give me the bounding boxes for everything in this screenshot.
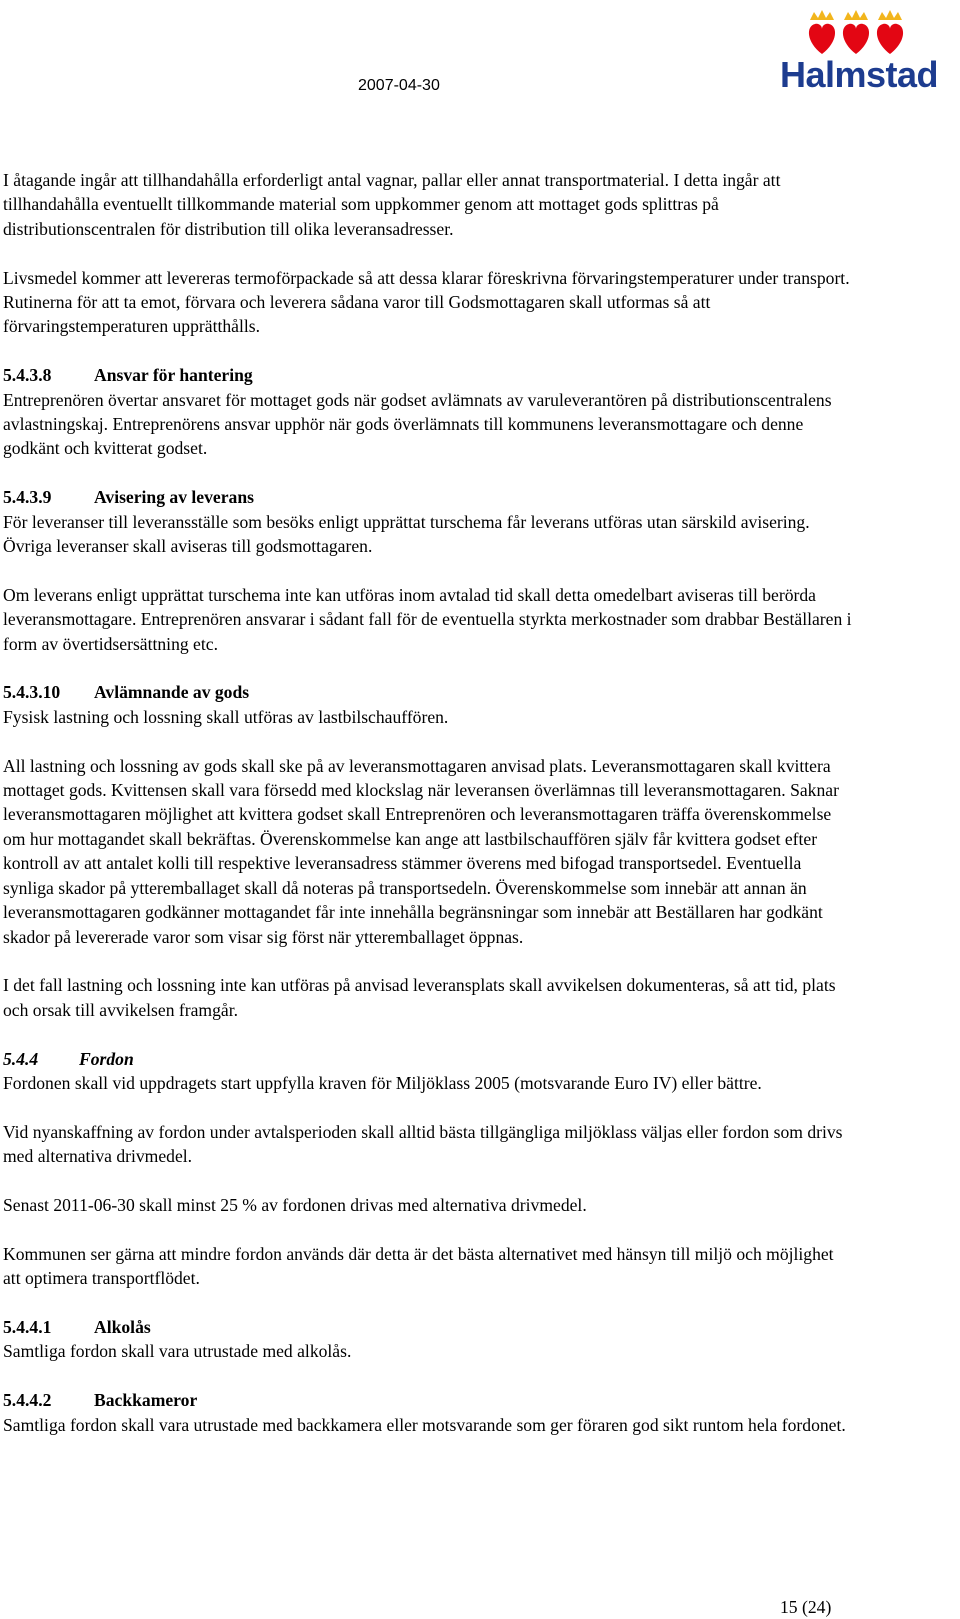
paragraph: Livsmedel kommer att levereras termoförpackade så att dessa klarar föreskrivna förvaringstemperaturer under transport. Rutinerna för att ta emot, förvara och leverera sådana varor till Godsmottagaren skall utformas så att förvaringstemperaturen upprätthålls. [3, 267, 850, 337]
paragraph: All lastning och lossning av gods skall ske på av leveransmottagaren anvisad plats. Leveransmottagaren skall kvittera mottaget gods. Kvittensen skall vara försedd med klockslag när leveransen överlämnas till leveransmottagaren. Saknar leveransmottagaren möjlighet att kvittera godset skall Entreprenören och leveransmottagaren träffa överenskommelse om hur mottagandet skall bekräftas. Överenskommelse kan ange att lastbilschauffören själv får kvittera godset efter kontroll av att antalet kolli till respektive leveransadress stämmer överens med bifogad transportsedel. Eventuella synliga skador på ytteremballaget skall då noteras på transportsedeln. Överenskommelse som innebär att annan än leveransmottagaren godkänner mottagandet får inte innehålla begränsningar som innebär att Beställaren har godkänt skador på levererade varor som visar sig först när ytteremballaget öppnas. [3, 755, 839, 947]
section-number: 5.4.4.2 [3, 1390, 52, 1411]
heart-icon [809, 24, 835, 54]
section-heading [3, 363, 853, 387]
document-body [3, 168, 853, 1437]
section-number: 5.4.3.8 [3, 365, 52, 386]
section-title: Alkolås [94, 1316, 151, 1337]
paragraph: Fordonen skall vid uppdragets start uppfylla kraven för Miljöklass 2005 (motsvarande Euro IV) eller bättre. [3, 1072, 762, 1093]
paragraph: För leveranser till leveransställe som besöks enligt upprättat turschema får leverans utföras utan särskild avisering. Övriga leveranser skall aviseras till godsmottagaren. [3, 511, 810, 557]
paragraph: Om leverans enligt upprättat turschema inte kan utföras inom avtalad tid skall detta omedelbart aviseras till berörda leveransmottagare. Entreprenören ansvarar i sådant fall för de eventuella styrkta merkostnader som drabbar Beställaren i form av övertidsersättning etc. [3, 584, 852, 654]
section-heading [3, 1315, 853, 1339]
section-heading [3, 1047, 853, 1071]
paragraph: Samtliga fordon skall vara utrustade med alkolås. [3, 1341, 352, 1362]
section-heading [3, 485, 853, 509]
paragraph: Entreprenören övertar ansvaret för mottaget gods när godset avlämnats av varuleverantören på distributionscentralens avlastningskaj. Entreprenörens ansvar upphör när gods överlämnats till kommunens leveransmottagare och denne godkänt och kvitterat godset. [3, 389, 832, 459]
section-number: 5.4.3.10 [3, 682, 61, 703]
section-number: 5.4.4.1 [3, 1316, 52, 1337]
section-title: Backkameror [94, 1390, 198, 1411]
page-number: 15 (24) [780, 1597, 832, 1617]
paragraph: Samtliga fordon skall vara utrustade med backkamera eller motsvarande som ger föraren god sikt runtom hela fordonet. [3, 1414, 846, 1435]
section-number: 5.4.4 [3, 1048, 39, 1069]
paragraph: I åtagande ingår att tillhandahålla erforderligt antal vagnar, pallar eller annat transportmaterial. I detta ingår att tillhandahålla eventuellt tillkommande material som uppkommer genom att mottaget gods splittras på distributionscentralen för distribution till olika leveransadresser. [3, 170, 781, 239]
paragraph: Vid nyanskaffning av fordon under avtalsperioden skall alltid bästa tillgängliga miljöklass väljas eller fordon som drivs med alternativa drivmedel. [3, 1121, 843, 1167]
paragraph: Kommunen ser gärna att mindre fordon används där detta är det bästa alternativet med hänsyn till miljö och möjlighet att optimera transportflödet. [3, 1243, 834, 1289]
halmstad-logo [766, 8, 952, 94]
crown-icon [878, 10, 902, 20]
section-title: Fordon [79, 1048, 134, 1069]
heart-icon [843, 24, 869, 54]
paragraph: I det fall lastning och lossning inte kan utföras på anvisad leveransplats skall avvikelsen dokumenteras, så att tid, plats och orsak till avvikelsen framgår. [3, 975, 836, 1020]
section-number: 5.4.3.9 [3, 487, 52, 508]
paragraph: Senast 2011-06-30 skall minst 25 % av fordonen drivas med alternativa drivmedel. [3, 1194, 587, 1215]
logo-wordmark: Halmstad [779, 54, 939, 95]
crown-icon [810, 10, 834, 20]
section-title: Avlämnande av gods [94, 682, 250, 703]
crown-icon [844, 10, 868, 20]
document-date: 2007-04-30 [358, 77, 440, 94]
section-title: Avisering av leverans [94, 487, 254, 508]
crowned-hearts-emblem [766, 8, 952, 58]
heart-icon [877, 24, 903, 54]
paragraph: Fysisk lastning och lossning skall utföras av lastbilschauffören. [3, 706, 449, 727]
section-title: Ansvar för hantering [94, 365, 253, 386]
section-heading [3, 680, 853, 704]
section-heading [3, 1388, 853, 1412]
